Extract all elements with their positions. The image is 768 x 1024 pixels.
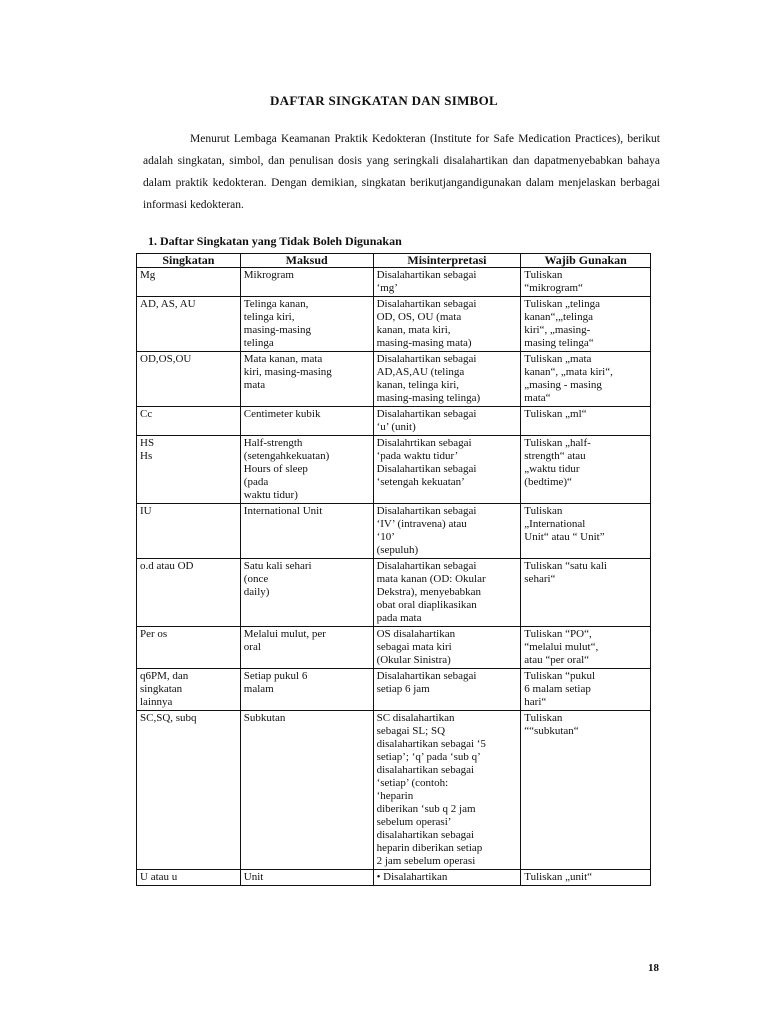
cell-wajib-gunakan: Tuliskan „telinga kanan“,„telinga kiri“, „masing- masing telinga“ — [521, 297, 651, 352]
cell-wajib-gunakan: Tuliskan „half- strength“ atau „waktu tidur (bedtime)“ — [521, 436, 651, 504]
cell-misinterpretasi: OS disalahartikan sebagai mata kiri (Okular Sinistra) — [373, 627, 521, 669]
cell-misinterpretasi: Disalahartikan sebagai ‘IV’ (intravena) atau ‘10’ (sepuluh) — [373, 504, 521, 559]
header-maksud: Maksud — [240, 254, 373, 268]
header-wajib-gunakan: Wajib Gunakan — [521, 254, 651, 268]
page-number: 18 — [648, 962, 659, 974]
table-row — [137, 268, 651, 297]
header-singkatan: Singkatan — [137, 254, 241, 268]
table-header-row — [137, 254, 651, 268]
cell-wajib-gunakan: Tuliskan „unit“ — [521, 870, 651, 886]
cell-maksud: Telinga kanan, telinga kiri, masing-masing telinga — [240, 297, 373, 352]
cell-singkatan: Mg — [137, 268, 241, 297]
cell-singkatan: o.d atau OD — [137, 559, 241, 627]
table-row — [137, 352, 651, 407]
cell-maksud: Subkutan — [240, 711, 373, 870]
cell-maksud: Satu kali sehari (once daily) — [240, 559, 373, 627]
cell-singkatan: Per os — [137, 627, 241, 669]
table-row — [137, 407, 651, 436]
intro-text: Menurut Lembaga Keamanan Praktik Kedokteran (Institute for Safe Medication Practices), berikut adalah singkatan, simbol, dan penulisan dosis yang seringkali disalahartikan dan dapatmenyebabkan bahaya dalam praktik kedokteran. Dengan demikian, singkatan berikutjangandigunakan dalam menjelaskan berbagai informasi kedokteran. — [143, 133, 660, 211]
table-row — [137, 436, 651, 504]
cell-maksud: Centimeter kubik — [240, 407, 373, 436]
cell-misinterpretasi: Disalahartikan sebagai ‘mg’ — [373, 268, 521, 297]
cell-wajib-gunakan: Tuliskan “PO“, “melalui mulut“, atau “per oral“ — [521, 627, 651, 669]
cell-maksud: Mikrogram — [240, 268, 373, 297]
cell-misinterpretasi: Disalahrtikan sebagai ‘pada waktu tidur’ Disalahartikan sebagai ‘setengah kekuatan’ — [373, 436, 521, 504]
cell-misinterpretasi: Disalahartikan sebagai mata kanan (OD: Okular Dekstra), menyebabkan obat oral diaplikasikan pada mata — [373, 559, 521, 627]
cell-wajib-gunakan: Tuliskan „mata kanan“, „mata kiri“, „masing - masing mata“ — [521, 352, 651, 407]
table-row — [137, 627, 651, 669]
cell-singkatan: IU — [137, 504, 241, 559]
header-misinterpretasi: Misinterpretasi — [373, 254, 521, 268]
cell-misinterpretasi: • Disalahartikan — [373, 870, 521, 886]
cell-singkatan: AD, AS, AU — [137, 297, 241, 352]
cell-maksud: Half-strength (setengahkekuatan) Hours of sleep (pada waktu tidur) — [240, 436, 373, 504]
cell-misinterpretasi: Disalahartikan sebagai ‘u’ (unit) — [373, 407, 521, 436]
cell-singkatan: q6PM, dan singkatan lainnya — [137, 669, 241, 711]
cell-misinterpretasi: Disalahartikan sebagai OD, OS, OU (mata kanan, mata kiri, masing-masing mata) — [373, 297, 521, 352]
cell-maksud: Melalui mulut, per oral — [240, 627, 373, 669]
page-title: DAFTAR SINGKATAN DAN SIMBOL — [269, 93, 499, 108]
cell-maksud: Mata kanan, mata kiri, masing-masing mata — [240, 352, 373, 407]
cell-wajib-gunakan: Tuliskan “pukul 6 malam setiap hari“ — [521, 669, 651, 711]
table-row — [137, 870, 651, 886]
cell-singkatan: U atau u — [137, 870, 241, 886]
cell-misinterpretasi: Disalahartikan sebagai setiap 6 jam — [373, 669, 521, 711]
cell-misinterpretasi: Disalahartikan sebagai AD,AS,AU (telinga kanan, telinga kiri, masing-masing telinga) — [373, 352, 521, 407]
cell-wajib-gunakan: Tuliskan „International Unit“ atau “ Unit” — [521, 504, 651, 559]
section-heading: 1. Daftar Singkatan yang Tidak Boleh Digunakan — [148, 234, 402, 248]
abbreviation-table — [136, 253, 651, 886]
cell-wajib-gunakan: Tuliskan “mikrogram“ — [521, 268, 651, 297]
table-row — [137, 711, 651, 870]
cell-wajib-gunakan: Tuliskan “satu kali sehari“ — [521, 559, 651, 627]
cell-singkatan: Cc — [137, 407, 241, 436]
cell-maksud: International Unit — [240, 504, 373, 559]
table-row — [137, 559, 651, 627]
cell-misinterpretasi: SC disalahartikan sebagai SL; SQ disalahartikan sebagai ‘5 setiap’; ‘q’ pada ‘sub q’ disalahartikan sebagai ‘setiap’ (contoh: ‘heparin diberikan ‘sub q 2 jam sebelum operasi’ disalahartikan sebagai heparin diberikan setiap 2 jam sebelum operasi — [373, 711, 521, 870]
cell-maksud: Setiap pukul 6 malam — [240, 669, 373, 711]
table-row — [137, 297, 651, 352]
cell-singkatan: SC,SQ, subq — [137, 711, 241, 870]
cell-wajib-gunakan: Tuliskan „ml“ — [521, 407, 651, 436]
cell-maksud: Unit — [240, 870, 373, 886]
table-row — [137, 504, 651, 559]
cell-singkatan: HS Hs — [137, 436, 241, 504]
cell-wajib-gunakan: Tuliskan ““subkutan“ — [521, 711, 651, 870]
cell-singkatan: OD,OS,OU — [137, 352, 241, 407]
table-row — [137, 669, 651, 711]
intro-paragraph — [143, 128, 660, 216]
